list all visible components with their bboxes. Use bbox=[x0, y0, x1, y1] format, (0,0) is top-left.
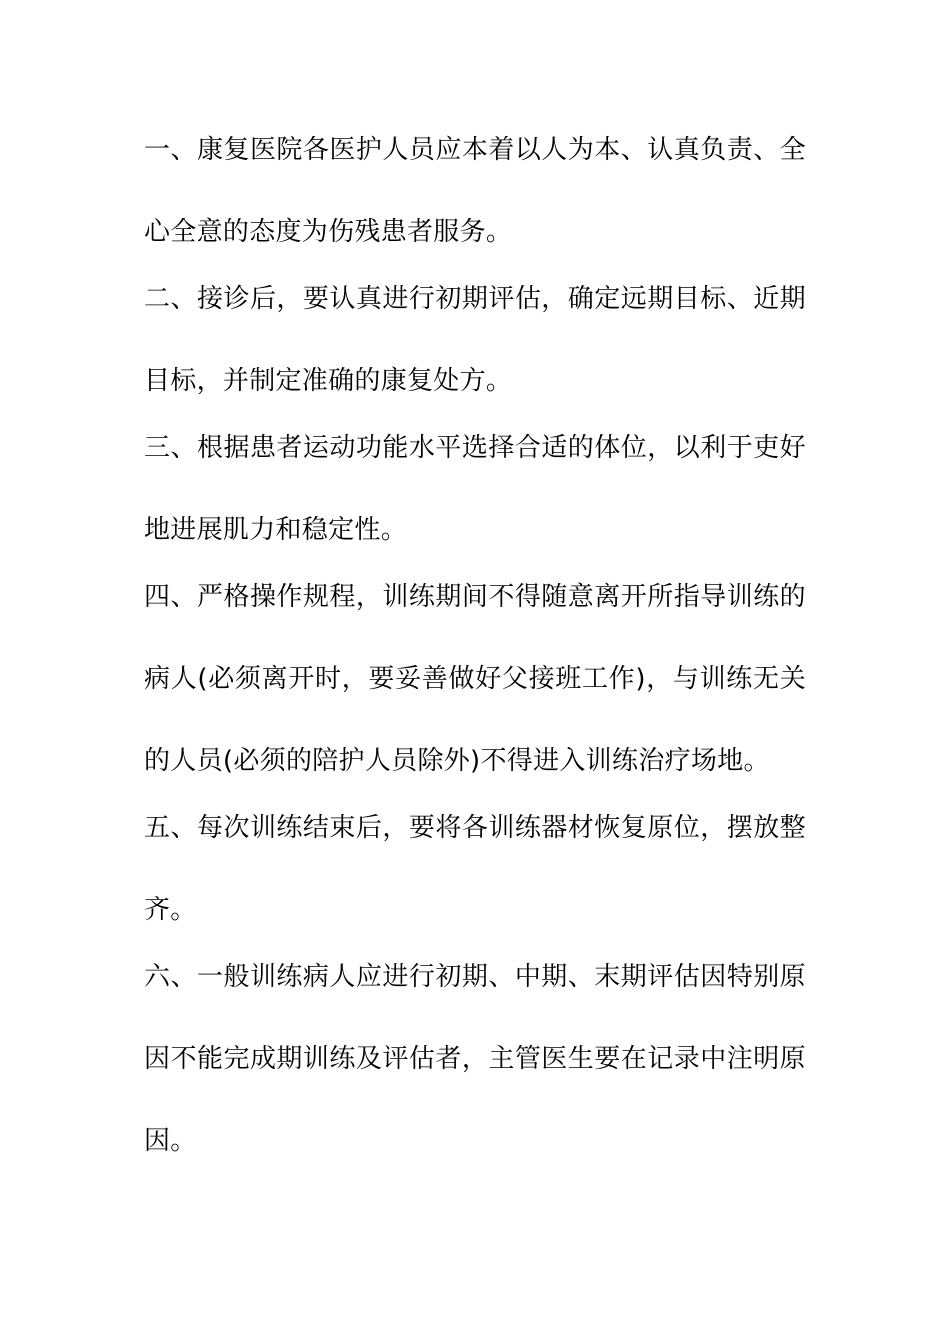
text-line: 病人(必须离开时，要妥善做好父接班工作)，与训练无关 bbox=[144, 664, 806, 694]
text-line: 因不能完成期训练及评估者，主管医生要在记录中注明原 bbox=[144, 1044, 806, 1074]
text-line: 二、接诊后，要认真进行初期评估，确定远期目标、近期 bbox=[144, 284, 806, 314]
text-line: 六、一般训练病人应进行初期、中期、末期评估因特别原 bbox=[144, 962, 806, 992]
text-line: 目标，并制定准确的康复处方。 bbox=[144, 366, 513, 396]
text-line: 三、根据患者运动功能水平选择合适的体位，以利于吏好 bbox=[144, 433, 806, 463]
text-line: 心全意的态度为伤残患者服务。 bbox=[144, 217, 513, 247]
text-line: 因。 bbox=[144, 1126, 197, 1156]
text-line: 地进展肌力和稳定性。 bbox=[144, 515, 408, 545]
text-line: 齐。 bbox=[144, 895, 197, 925]
text-line: 的人员(必须的陪护人员除外)不得进入训练治疗场地。 bbox=[144, 746, 770, 776]
text-line: 一、康复医院各医护人员应本着以人为本、认真负责、全 bbox=[144, 135, 806, 165]
text-line: 四、严格操作规程，训练期间不得随意离开所指导训练的 bbox=[144, 582, 806, 612]
text-line: 五、每次训练结束后，要将各训练器材恢复原位，摆放整 bbox=[144, 813, 806, 843]
